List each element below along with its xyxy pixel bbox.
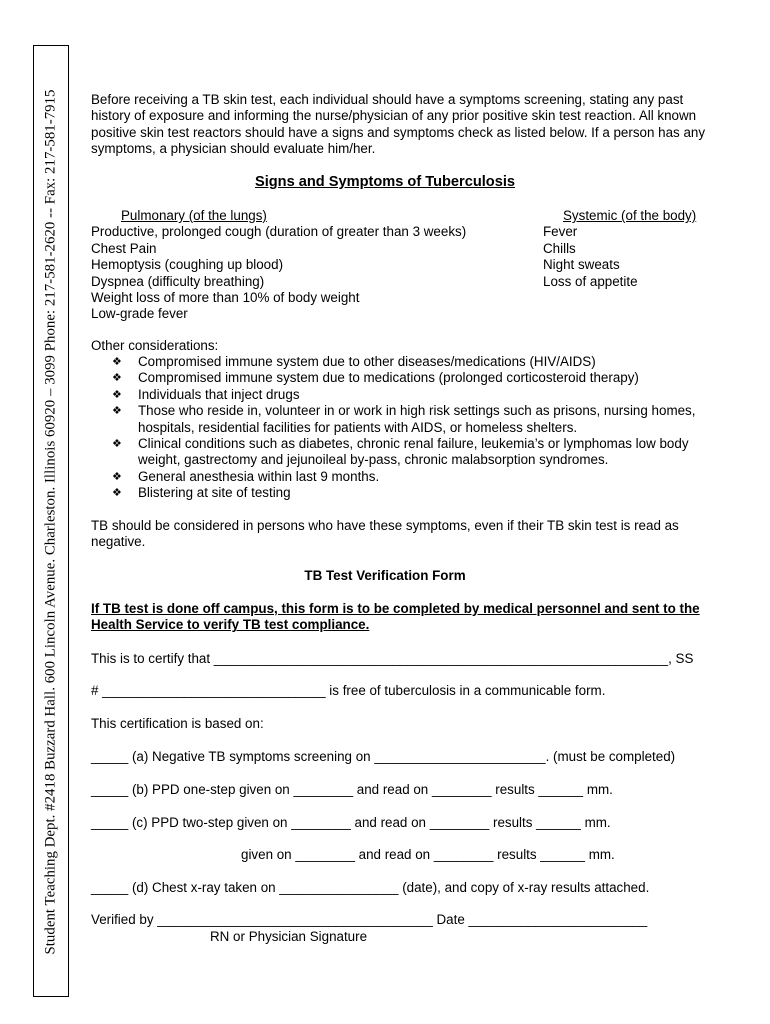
pulmonary-header: Pulmonary (of the lungs): [121, 208, 267, 223]
pulmonary-item: Hemoptysis (coughing up blood): [91, 257, 284, 273]
pulmonary-item: Low-grade fever: [91, 306, 188, 322]
diamond-bullet-icon: ❖: [112, 470, 122, 483]
pulmonary-item: Dyspnea (difficulty breathing): [91, 273, 265, 289]
pulmonary-column: [91, 208, 466, 323]
diamond-bullet-icon: ❖: [112, 388, 122, 401]
list-item: ❖ Individuals that inject drugs: [112, 386, 300, 402]
diamond-bullet-icon: ❖: [112, 372, 122, 385]
diamond-bullet-icon: ❖: [112, 356, 122, 368]
option-c-second-line[interactable]: given on ________ and read on ________ results ______ mm.: [241, 847, 615, 862]
form-title: TB Test Verification Form: [304, 568, 466, 583]
tb-note-paragraph: TB should be considered in persons who have these symptoms, even if their TB skin test is read as negative.: [91, 518, 679, 550]
based-on-label: This certification is based on:: [91, 716, 264, 731]
off-campus-instruction: If TB test is done off campus, this form is to be completed by medical personnel and sent to the Health Service to verify TB test compliance.: [91, 601, 700, 633]
list-item: ❖ Clinical conditions such as diabetes, chronic renal failure, leukemia’s or lymphomas low body weight, gastrectomy and jejunoileal by-pass, chronic malabsorption syndromes.: [112, 436, 689, 468]
list-item: ❖ Compromised immune system due to medications (prolonged corticosteroid therapy): [112, 370, 639, 386]
certify-line[interactable]: This is to certify that _____________________________________________________________, SS: [91, 651, 694, 666]
other-considerations-list: [110, 354, 720, 502]
signature-label: RN or Physician Signature: [210, 929, 368, 944]
pulmonary-item: Weight loss of more than 10% of body weight: [91, 290, 360, 306]
option-d-line[interactable]: _____ (d) Chest x-ray taken on ________________ (date), and copy of x-ray results attached.: [91, 880, 650, 895]
systemic-column: [543, 208, 696, 290]
pulmonary-item: Productive, prolonged cough (duration of greater than 3 weeks): [91, 224, 467, 240]
list-item: ❖ Blistering at site of testing: [112, 485, 291, 501]
systemic-item: Fever: [543, 224, 578, 240]
option-a-line[interactable]: _____ (a) Negative TB symptoms screening on _______________________. (must be completed): [91, 749, 676, 764]
sidebar-contact-text: Student Teaching Dept. #2418 Buzzard Hall. 600 Lincoln Avenue. Charleston. Illinois 60920 – 3099 Phone: 217-581-2620 -- Fax: 217-581-7915: [42, 89, 59, 955]
diamond-bullet-icon: ❖: [112, 405, 122, 418]
diamond-bullet-icon: ❖: [112, 487, 122, 500]
other-considerations-title: Other considerations:: [91, 338, 219, 353]
diamond-bullet-icon: ❖: [112, 438, 122, 451]
pulmonary-item: Chest Pain: [91, 240, 157, 256]
list-item: ❖ Those who reside in, volunteer in or work in high risk settings such as prisons, nursing homes, hospitals, residential facilities for patients with AIDS, or homeless shelters.: [112, 403, 696, 435]
verified-by-line[interactable]: Verified by _____________________________________ Date ________________________: [91, 912, 648, 927]
option-c-line[interactable]: _____ (c) PPD two-step given on ________ and read on ________ results ______ mm.: [91, 815, 611, 830]
systemic-item: Night sweats: [543, 257, 620, 273]
option-b-line[interactable]: _____ (b) PPD one-step given on ________ and read on ________ results ______ mm.: [91, 782, 613, 797]
free-of-tb-line[interactable]: # ______________________________ is free of tuberculosis in a communicable form.: [91, 683, 606, 698]
systemic-item: Chills: [543, 240, 576, 256]
systemic-item: Loss of appetite: [543, 273, 638, 289]
list-item: ❖ General anesthesia within last 9 months.: [112, 468, 380, 484]
systemic-header: Systemic (of the body): [563, 208, 697, 223]
list-item: ❖ Compromised immune system due to other diseases/medications (HIV/AIDS): [112, 354, 596, 369]
signs-heading: Signs and Symptoms of Tuberculosis: [254, 174, 516, 190]
intro-paragraph: Before receiving a TB skin test, each individual should have a symptoms screening, stating any past history of exposure and informing the nurse/physician of any prior positive skin test reaction. All known positive skin test reactors should have a signs and symptoms check as listed below. If a person has any symptoms, a physician should evaluate him/her.: [91, 92, 706, 157]
